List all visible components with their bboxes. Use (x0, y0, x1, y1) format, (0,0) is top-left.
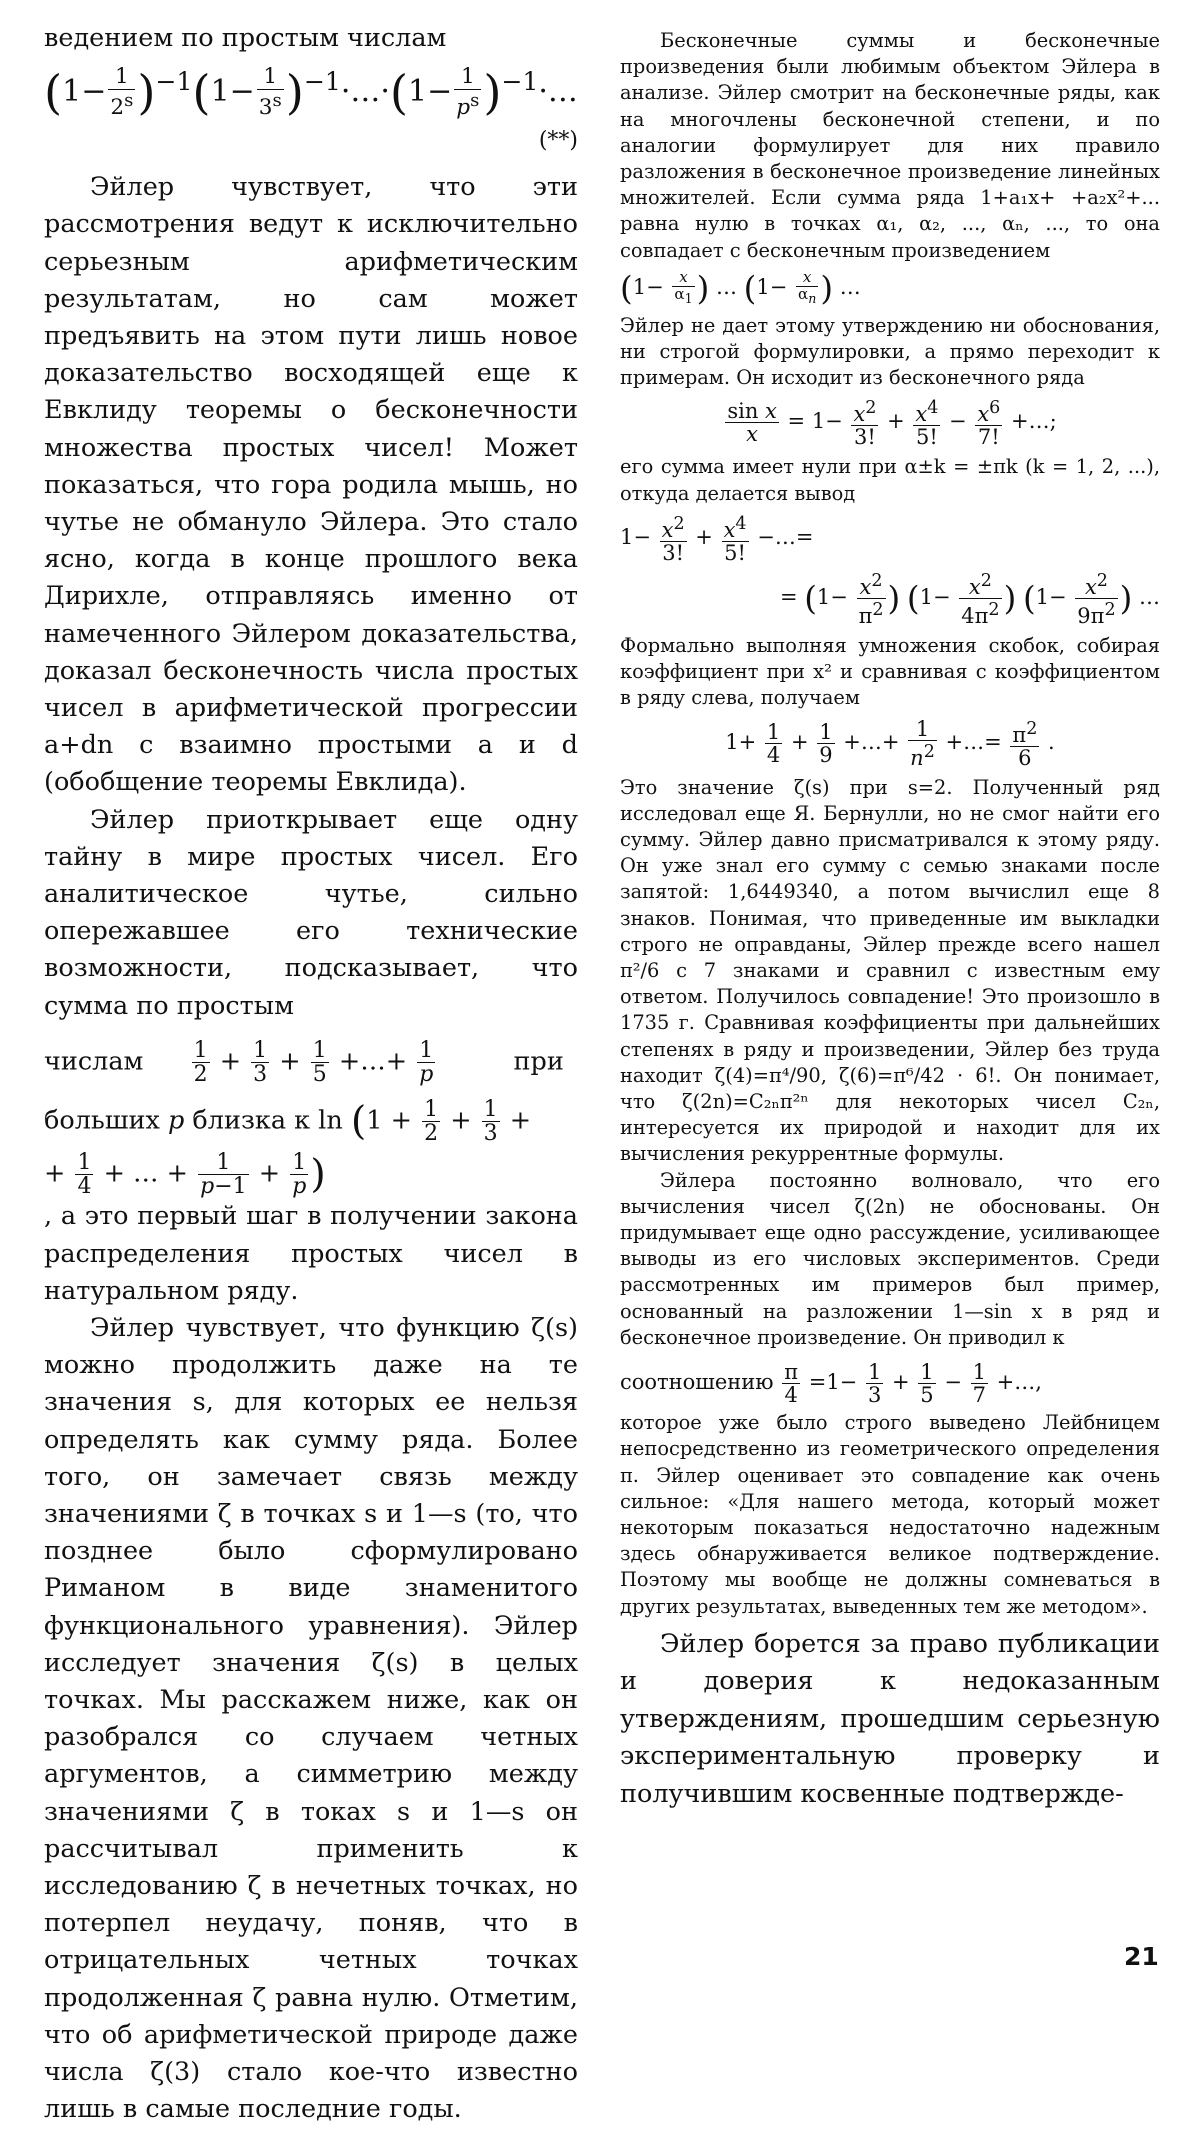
sine-product-formula-2: = (1− $\frac{x^2}{\pi^2}$ ) (1− $\frac{x^2}{4\pi^2}$ ) (1− $\frac{x^2}{9\pi^2}$ ) … (779, 570, 1160, 628)
paragraph-bernoulli: Это значение ζ(s) при s=2. Полученный ряд исследовал еще Я. Бернулли, но не смог найти его сумму. Эйлер давно присматривался к этому ряду. Он уже знал его сумму с семью знаками после запятой: 1,6449340, а потом вычислил еще 8 знаков. Понимая, что приведенные им выкладки строго не оправданы, Эйлер прежде всего нашел π²/6 с 7 знаками и сравнил с известным ему ответом. Получилось совпадение! Это произошло в 1735 г. Сравнивая коэффициенты при дальнейших степенях в ряду и произведении, Эйлер без труда находит ζ(4)=π⁴/90, ζ(6)=π⁶/42 · 6!. Он понимает, что ζ(2n)=C₂ₙπ²ⁿ для некоторых чисел C₂ₙ, интересуется их природой и находит для их вычисления рекуррентные формулы. (620, 775, 1160, 1166)
product-formula: (1− $\frac{x}{\alpha_1}$ ) … (1− $\frac{x}{\alpha_n}$ ) … (620, 267, 861, 308)
leibniz-formula: соотношению $\frac{\pi}{4}$ =1− $\frac{1}{3}$ + $\frac{1}{5}$ − $\frac{1}{7}$ +…, (620, 1360, 1042, 1408)
paragraph-zeros: его сумма имеет нули при α±k = ±πk (k = 1, 2, ...), откуда делается вывод (620, 455, 1160, 505)
paragraph-confirmation: которое уже было строго выведено Лейбницем непосредственно из геометрического определения π. Эйлер оценивает это совпадение как очень сильное: «Для нашего метода, который может некоторым показаться недостаточно надежным здесь обнаруживается великое подтверждение. Поэтому мы вообще не должны сомневаться в других результатах, выведенных тем же методом». (620, 1411, 1160, 1618)
prime-sum-formula: числам $\frac{1}{2}$ + $\frac{1}{3}$ + $\frac{1}{5}$ +…+ $\frac{1}{p}$ при (44, 1037, 564, 1087)
paragraph-distribution: , а это первый шаг в получении закона распределения простых чисел в натуральном ряду. (44, 1201, 578, 1306)
paragraph-dirichlet: Эйлер чувствует, что эти рассмотрения ведут к исключительно серьезным арифметическим результатам, но сам может предъявить на этом пути лишь новое доказательство восходящей еще к Евклиду теоремы о бесконечности множества простых чисел! Может показаться, что гора родила мышь, но чутье не обмануло Эйлера. Это стало ясно, когда в конце прошлого века Дирихле, отправляясь именно от намеченного Эйлером доказательства, доказал бесконечность числа простых чисел в арифметической прогрессии a+dn с взаимно простыми a и d (обобщение теоремы Евклида). (44, 172, 578, 798)
left-column (44, 20, 578, 2129)
paragraph-coefficients: Формально выполняя умножения скобок, собирая коэффициент при x² и сравнивая с коэффициентом в ряду слева, получаем (620, 633, 1160, 710)
basel-formula: 1+ $\frac{1}{4}$ + $\frac{1}{9}$ +…+ $\frac{1}{n^2}$ +…= $\frac{\pi^2}{6}$ . (725, 716, 1055, 770)
sine-series-formula: $\frac{\text{sin x}}{x}$ = 1− $\frac{x^2}{3!}$ + $\frac{x^4}{5!}$ − $\frac{x^6}{7!}$ +…; (727, 398, 1057, 450)
equation-tag: (**) (538, 127, 578, 153)
sine-product-formula-1: 1− $\frac{x^2}{3!}$ + $\frac{x^4}{5!}$ −…= (620, 513, 814, 565)
log-formula-continued: + $\frac{1}{4}$ + … + $\frac{1}{p-1}$ + $\frac{1}{p}$ ) (44, 1150, 326, 1200)
intro-line: ведением по простым числам (44, 23, 447, 53)
paragraph-no-justification: Эйлер не дает этому утверждению ни обоснования, ни строгой формулировки, а прямо переходит к примерам. Он исходит из бесконечного ряда (620, 313, 1160, 389)
page-number: 21 (1124, 1942, 1159, 1971)
paragraph-infinite-products: Бесконечные суммы и бесконечные произведения были любимым объектом Эйлера в анализе. Эйлер смотрит на бесконечные ряды, как на многочлены бесконечной степени, и по аналогии формулирует для них правило разложения в бесконечное произведение линейных множителей. Если сумма ряда 1+a₁x+ +a₂x²+... равна нулю в точках α₁, α₂, ..., αₙ, ..., то она совпадает с бесконечным произведением (620, 29, 1160, 262)
paragraph-publication: Эйлер борется за право публикации и доверия к недоказанным утверждениям, прошедшим серьезную экспериментальную проверку и получившим косвенные подтвержде- (620, 1628, 1160, 1809)
paragraph-prime-sum: Эйлер приоткрывает еще одну тайну в мире простых чисел. Его аналитическое чутье, сильно опережавшее его технические возможности, подсказывает, что сумма по простым (44, 804, 578, 1021)
paragraph-zeta-continuation: Эйлер чувствует, что функцию ζ(s) можно продолжить даже на те значения s, для которых ее нельзя определять как сумму ряда. Более того, он замечает связь между значениями ζ в точках s и 1—s (то, что позднее было сформулировано Риманом в виде знаменитого функционального уравнения). Эйлер исследует значения ζ(s) в целых точках. Мы расскажем ниже, как он разобрался со случаем четных аргументов, а симметрию между значениями ζ в токах s и 1—s он рассчитывал применить к исследованию ζ в нечетных точках, но потерпел неудачу, поняв, что в отрицательных четных точках продолженная ζ равна нулю. Отметим, что об арифметической природе даже числа ζ(3) стало кое-что известно лишь в самые последние годы. (44, 1313, 578, 2125)
log-formula: больших p близка к ln (1 + $\frac{1}{2}$ + $\frac{1}{3}$ + (44, 1097, 532, 1147)
right-column (620, 28, 1160, 1813)
euler-product-formula: (1− $\frac{1}{2^s}$ )$^{-1}$(1− $\frac{1}{3^s}$ )$^{-1}$·…·(1− $\frac{1}{p^s}$ )$^{-1}$·… (44, 64, 578, 121)
paragraph-leibniz: Эйлера постоянно волновало, что его вычисления чисел ζ(2n) не обоснованы. Он придумывает еще одно рассуждение, усиливающее выводы из его числовых экспериментов. Среди рассмотренных им примеров был пример, основанный на разложении 1—sin x в ряд и бесконечное произведение. Он приводил к (620, 1168, 1160, 1349)
